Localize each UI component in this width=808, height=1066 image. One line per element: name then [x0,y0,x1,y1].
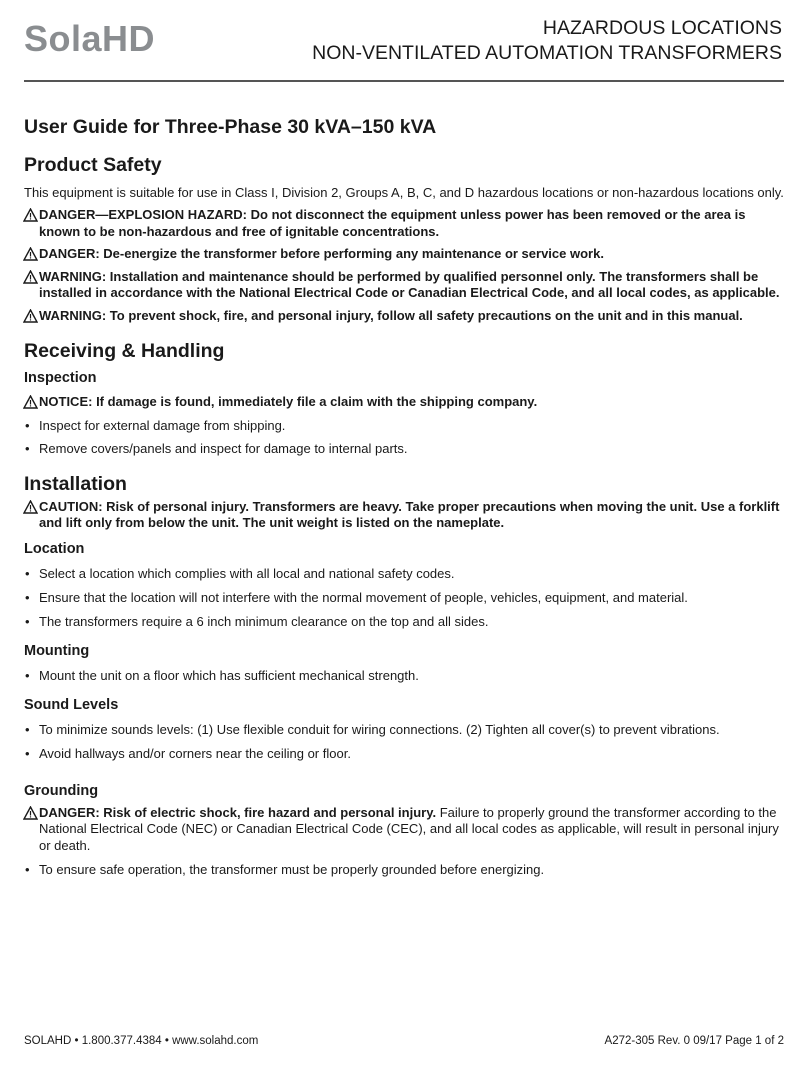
solahd-logo: SolaHD [24,18,156,59]
list-item [24,721,784,738]
list-item [24,745,784,762]
alert-label: DANGER: [39,246,100,261]
bullet-icon: • [25,589,30,605]
bullet-icon: • [25,565,30,581]
alert-label: DANGER: Risk of electric shock, fire hazard and personal injury. [39,804,437,820]
bullet-icon: • [25,745,30,761]
footer-page-info: A272-305 Rev. 0 09/17 Page 1 of 2 [604,1035,784,1047]
grounding-danger-alert [24,805,784,855]
grounding-heading: Grounding [24,782,99,799]
warning-triangle-icon [23,500,38,514]
mounting-heading: Mounting [24,642,90,659]
alert-label: DANGER—EXPLOSION HAZARD: [39,207,248,222]
list-item [24,613,784,630]
alert-text: De-energize the transformer before performing any maintenance or service work. [99,246,604,261]
list-item-text: To minimize sounds levels: (1) Use flexible conduit for wiring connections. (2) Tighten all cover(s) to prevent vibrations. [39,721,720,737]
list-item [24,417,784,434]
installation-heading: Installation [24,472,127,495]
header-divider [24,80,784,82]
alert-text: To prevent shock, fire, and personal injury, follow all safety precautions on the unit and in this manual. [106,307,743,323]
list-item-text: Inspect for external damage from shipping. [39,417,286,433]
bullet-icon: • [25,417,30,433]
danger-explosion-alert [24,207,784,240]
footer-contact: SOLAHD • 1.800.377.4384 • www.solahd.com [24,1035,259,1047]
inspection-heading: Inspection [24,370,97,386]
warning-precautions-alert [24,308,784,325]
warning-triangle-icon [23,309,38,323]
header-line-1: HAZARDOUS LOCATIONS [542,17,782,39]
list-item-text: Avoid hallways and/or corners near the ceiling or floor. [39,745,351,761]
sound-levels-heading: Sound Levels [24,696,119,713]
list-item-text: Mount the unit on a floor which has sufficient mechanical strength. [39,667,419,683]
header-title [312,16,782,66]
list-item-text: The transformers require a 6 inch minimum clearance on the top and all sides. [39,613,489,629]
alert-text: Failure to properly ground the transformer according to the National Electrical Code (NEC) or Canadian Electrical Code (CEC), and all local codes as applicable, will result in personal injury or death. [39,804,779,853]
list-item [24,565,784,582]
alert-label: WARNING: [39,268,107,284]
list-item [24,861,784,878]
warning-qualified-alert [24,269,784,302]
danger-deenergize-alert [24,246,784,263]
bullet-icon: • [25,862,30,877]
list-item-text: Select a location which complies with all local and national safety codes. [39,565,455,581]
location-heading: Location [24,540,85,557]
document-body [24,114,784,878]
list-item [24,440,784,457]
alert-text: Installation and maintenance should be performed by qualified personnel only. The transformers shall be installed in accordance with the National Electrical Code or Canadian Electrical Code, and all local codes, as applicable. [39,268,780,300]
bullet-icon: • [25,613,30,629]
receiving-heading: Receiving & Handling [24,340,225,362]
product-safety-heading: Product Safety [24,154,162,176]
caution-alert [24,499,784,532]
header-line-2: NON-VENTILATED AUTOMATION TRANSFORMERS [312,42,782,64]
warning-triangle-icon [23,270,38,284]
alert-text: . Transformers are heavy. Take proper precautions when moving the unit. Use a forklift and lift only from below the unit. The unit weight is listed on the nameplate. [39,498,780,530]
list-item-text: Remove covers/panels and inspect for damage to internal parts. [39,440,408,456]
notice-alert [24,394,784,411]
alert-text: If damage is found, immediately file a claim with the shipping company. [92,394,538,409]
warning-triangle-icon [23,247,38,261]
safety-intro: This equipment is suitable for use in Class I, Division 2, Groups A, B, C, and D hazardous locations or non-hazardous locations only. [24,185,784,200]
document-title: User Guide for Three-Phase 30 kVA–150 kVA [24,116,437,138]
list-item [24,667,784,684]
list-item [24,589,784,606]
warning-triangle-icon [23,208,38,222]
bullet-icon: • [25,721,30,737]
bullet-icon: • [25,667,30,683]
list-item-text: Ensure that the location will not interfere with the normal movement of people, vehicles, equipment, and material. [39,589,688,605]
list-item-text: To ensure safe operation, the transformer must be properly grounded before energizing. [39,862,545,877]
alert-label: NOTICE: [39,394,93,409]
warning-triangle-icon [23,806,38,820]
alert-label: CAUTION: Risk of personal injury [39,498,246,514]
warning-triangle-icon [23,395,38,409]
alert-label: WARNING: [39,307,107,323]
alert-text: Do not disconnect the equipment unless power has been removed or the area is known to be non-hazardous and free of ignitable concentrations. [39,207,746,239]
bullet-icon: • [25,440,30,456]
